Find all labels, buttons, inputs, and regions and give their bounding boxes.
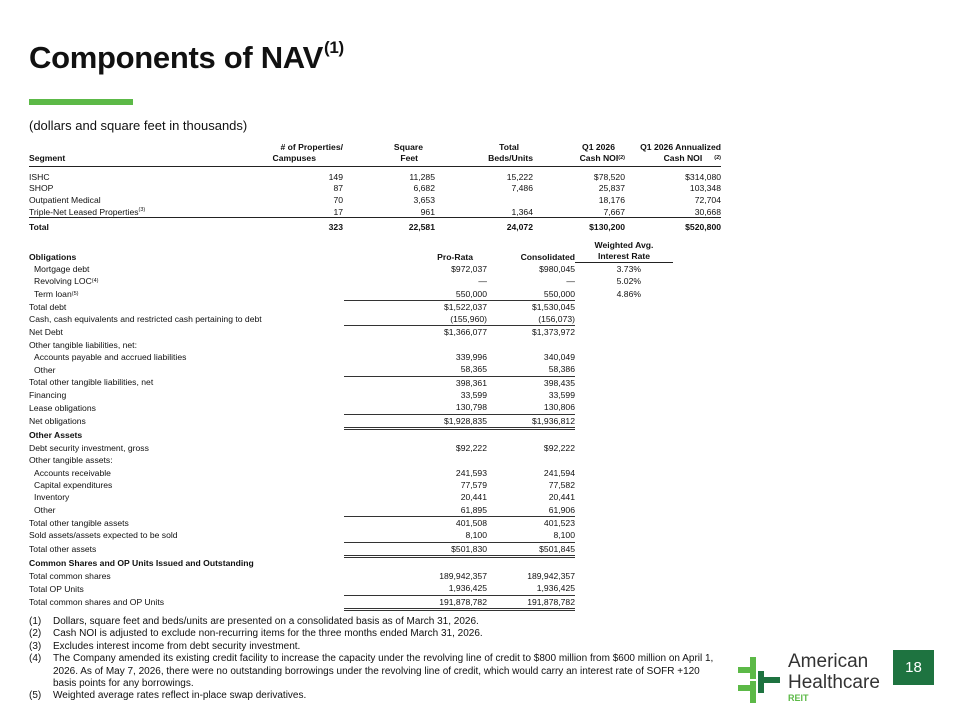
consolidated-value: 61,906	[487, 504, 575, 517]
row-label: Mortgage debt	[34, 263, 90, 274]
interest-rate-value	[575, 479, 673, 491]
pro-rata-value: 241,593	[455, 467, 487, 478]
total-square-feet: 22,581	[343, 218, 435, 235]
table-row	[29, 479, 673, 491]
total-label: Total	[29, 218, 229, 235]
segment-square-feet: 3,653	[413, 194, 435, 205]
table-row	[29, 300, 673, 313]
pro-rata-value: $1,366,077	[443, 327, 487, 338]
table-row	[29, 376, 673, 389]
table-row	[29, 206, 721, 218]
consolidated-value	[487, 454, 575, 466]
pro-rata-value: 339,996	[455, 352, 487, 363]
company-logo-text: American Healthcare	[788, 651, 880, 693]
consolidated-value: $92,222	[543, 443, 575, 454]
segment-properties: 149	[328, 171, 343, 182]
footnote	[29, 690, 719, 702]
table-row	[29, 570, 673, 582]
pro-rata-value	[344, 339, 487, 351]
pro-rata-value	[344, 454, 487, 466]
pro-rata-value: —	[478, 276, 487, 287]
pro-rata-value: 8,100	[344, 529, 487, 542]
footnote	[29, 616, 719, 628]
segment-name: ISHC	[29, 171, 50, 182]
pro-rata-value	[344, 428, 487, 442]
interest-rate-value	[575, 504, 673, 517]
interest-rate-value	[575, 428, 673, 442]
footnotes	[29, 616, 719, 703]
segment-name: Triple-Net Leased Properties$^{(3)}$	[29, 206, 146, 217]
segment-name: Outpatient Medical	[29, 194, 101, 205]
consolidated-value: 241,594	[543, 467, 575, 478]
interest-rate-value	[575, 542, 673, 556]
header-consolidated: Consolidated	[520, 251, 575, 262]
table-row	[29, 582, 673, 595]
row-label: Total other tangible liabilities, net	[29, 377, 154, 388]
segment-name: SHOP	[29, 183, 54, 194]
row-label: Other Assets	[29, 430, 83, 441]
units-note: (dollars and square feet in thousands)	[29, 118, 248, 133]
pro-rata-value: $972,037	[451, 263, 487, 274]
table-row	[29, 339, 673, 351]
table-row	[29, 516, 673, 529]
row-label: Total common shares and OP Units	[29, 597, 165, 608]
interest-rate-value	[575, 339, 673, 351]
pro-rata-value: $92,222	[455, 443, 487, 454]
header-interest-rate: Weighted Avg. Interest Rate	[575, 240, 673, 263]
interest-rate-value	[575, 363, 673, 376]
pro-rata-value	[344, 556, 487, 570]
segment-square-feet: 6,682	[413, 183, 435, 194]
table-row	[29, 454, 673, 466]
interest-rate-value	[575, 389, 673, 401]
interest-rate-value: 5.02%	[616, 276, 641, 287]
footnote	[29, 641, 719, 653]
header-pro-rata: Pro-Rata	[437, 251, 473, 262]
title-accent-bar	[29, 99, 133, 105]
interest-rate-value	[575, 454, 673, 466]
row-label: Financing	[29, 389, 67, 400]
table-row	[29, 401, 673, 414]
consolidated-value: 189,942,357	[527, 571, 575, 582]
segment-properties: 70	[333, 194, 343, 205]
footnote-key: (5)	[29, 690, 42, 702]
table-row	[29, 556, 673, 570]
interest-rate-value	[575, 516, 673, 529]
footnote-text: The Company amended its existing credit facility to increase the capacity under the revolving line of credit to $800 million from $600 million on April 1, 2026. As of May 7, 2026, there were no outstanding borrowings under the revolving line of credit, which would carry an interest rate of SOFR +120 basis points for any borrowings.	[53, 653, 714, 690]
table-row	[29, 414, 673, 428]
segment-properties: 87	[333, 183, 343, 194]
consolidated-value	[487, 339, 575, 351]
consolidated-value	[487, 428, 575, 442]
interest-rate-value: 4.86%	[616, 288, 641, 299]
pro-rata-value: 550,000	[344, 288, 487, 301]
row-label: Common Shares and OP Units Issued and Outstanding	[29, 558, 254, 569]
pro-rata-value: (155,960)	[344, 313, 487, 326]
interest-rate-value	[575, 442, 673, 454]
interest-rate-value	[575, 582, 673, 595]
row-label: Accounts receivable	[34, 467, 111, 478]
table-row	[29, 194, 721, 206]
table-row	[29, 351, 673, 363]
segment-properties: 17	[333, 206, 343, 217]
interest-rate-value	[575, 401, 673, 414]
row-label: Other tangible assets:	[29, 455, 113, 466]
pro-rata-value: 401,508	[455, 517, 487, 528]
company-logo-reit: REIT	[788, 693, 809, 703]
table-row	[29, 275, 673, 287]
header-obligations: Obligations	[29, 251, 77, 262]
row-label: Net obligations	[29, 416, 86, 427]
table-row	[29, 167, 721, 183]
row-label: Inventory	[34, 492, 70, 503]
pro-rata-value: 77,579	[460, 480, 487, 491]
consolidated-value: 398,435	[543, 377, 575, 388]
segment-cash-noi: 7,667	[603, 206, 625, 217]
consolidated-value: 8,100	[487, 529, 575, 542]
header-annualized-noi: Q1 2026 Annualized Cash NOI $^{(2)}$	[640, 142, 721, 163]
interest-rate-value	[575, 491, 673, 503]
interest-rate-value	[575, 467, 673, 479]
table-row	[29, 288, 673, 301]
consolidated-value: 340,049	[543, 352, 575, 363]
row-label: Sold assets/assets expected to be sold	[29, 530, 178, 541]
footnote-text: Dollars, square feet and beds/units are presented on a consolidated basis as of March 31, 2026.	[53, 616, 479, 627]
table-row	[29, 595, 673, 609]
consolidated-value: (156,073)	[487, 313, 575, 326]
page-title: Components of NAV$^{(1)}$	[29, 38, 344, 75]
footnote	[29, 653, 719, 690]
segment-table-header	[29, 142, 721, 167]
consolidated-value: $1,936,812	[487, 414, 575, 428]
segment-square-feet: 961	[420, 206, 435, 217]
total-beds-units: 24,072	[435, 218, 533, 235]
table-row	[29, 491, 673, 503]
interest-rate-value	[575, 570, 673, 582]
consolidated-value: $501,845	[487, 542, 575, 556]
table-row	[29, 313, 673, 326]
interest-rate-value	[575, 414, 673, 428]
pro-rata-value: 58,365	[344, 363, 487, 376]
pro-rata-value: 191,878,782	[344, 595, 487, 609]
pro-rata-value: $501,830	[344, 542, 487, 556]
consolidated-value: 401,523	[543, 517, 575, 528]
footnote-text: Weighted average rates reflect in-place swap derivatives.	[53, 690, 307, 702]
row-label: Total other tangible assets	[29, 517, 129, 528]
segment-annualized-noi: $314,080	[685, 171, 721, 182]
header-properties: # of Properties/ Campuses	[272, 142, 343, 163]
row-label: Other tangible liabilities, net:	[29, 339, 137, 350]
row-label: Other	[34, 504, 56, 515]
segment-beds-units: 15,222	[506, 171, 533, 182]
total-annualized-noi: $520,800	[625, 218, 721, 235]
row-label: Accounts payable and accrued liabilities	[34, 352, 187, 363]
consolidated-value: $980,045	[539, 263, 575, 274]
consolidated-value: 191,878,782	[487, 595, 575, 609]
footnote-text: Excludes interest income from debt security investment.	[53, 640, 301, 652]
table-row	[29, 467, 673, 479]
header-cash-noi: Q1 2026 Cash NOI$^{(2)}$	[579, 142, 625, 163]
obligations-table	[29, 240, 673, 611]
segment-beds-units: 1,364	[511, 206, 533, 217]
pro-rata-value: $1,928,835	[344, 414, 487, 428]
segment-cash-noi: 25,837	[598, 183, 625, 194]
table-row	[29, 504, 673, 517]
consolidated-value: 20,441	[548, 492, 575, 503]
row-label: Revolving LOC$^{(4)}$	[34, 276, 99, 287]
row-label: Debt security investment, gross	[29, 443, 149, 454]
table-row	[29, 529, 673, 542]
table-row	[29, 542, 673, 556]
interest-rate-value	[575, 529, 673, 542]
segment-annualized-noi: 72,704	[694, 194, 721, 205]
consolidated-value: 130,806	[487, 401, 575, 414]
segment-square-feet: 11,285	[409, 171, 435, 182]
footnote-key: (1)	[29, 616, 42, 627]
total-cash-noi: $130,200	[533, 218, 625, 235]
table-row	[29, 389, 673, 401]
interest-rate-value	[575, 351, 673, 363]
footnote-key: (2)	[29, 628, 42, 640]
table-row	[29, 442, 673, 454]
footnote	[29, 628, 719, 640]
consolidated-value: 58,386	[487, 363, 575, 376]
pro-rata-value: 398,361	[455, 377, 487, 388]
segment-annualized-noi: 103,348	[689, 183, 721, 194]
table-row	[29, 183, 721, 195]
consolidated-value: $1,373,972	[531, 327, 575, 338]
segment-table	[29, 142, 721, 234]
consolidated-value: 1,936,425	[487, 582, 575, 595]
interest-rate-value	[575, 595, 673, 609]
table-row	[29, 428, 673, 442]
row-label: Total debt	[29, 301, 67, 312]
header-segment: Segment	[29, 153, 66, 163]
row-label: Total common shares	[29, 571, 111, 582]
total-properties: 323	[229, 218, 343, 235]
pro-rata-value: 61,895	[344, 504, 487, 517]
row-label: Other	[34, 364, 56, 375]
row-label: Total other assets	[29, 544, 97, 555]
pro-rata-value: 1,936,425	[344, 582, 487, 595]
consolidated-value: —	[566, 276, 575, 287]
header-square-feet: Square Feet	[393, 142, 423, 163]
segment-beds-units	[435, 194, 533, 206]
segment-cash-noi: $78,520	[593, 171, 625, 182]
consolidated-value	[487, 556, 575, 570]
footnote-key: (4)	[29, 653, 42, 665]
pro-rata-value: 130,798	[344, 401, 487, 414]
segment-total-row	[29, 218, 721, 235]
consolidated-value: 550,000	[487, 288, 575, 301]
interest-rate-value	[575, 300, 673, 313]
row-label: Net Debt	[29, 327, 63, 338]
segment-annualized-noi: 30,668	[694, 206, 721, 217]
consolidated-value: 77,582	[548, 480, 575, 491]
pro-rata-value: 20,441	[460, 492, 487, 503]
interest-rate-value	[575, 556, 673, 570]
interest-rate-value	[575, 376, 673, 389]
interest-rate-value	[575, 326, 673, 339]
interest-rate-value: 3.73%	[616, 264, 641, 274]
pro-rata-value: 33,599	[460, 389, 487, 400]
segment-cash-noi: 18,176	[598, 194, 625, 205]
title-footnote-ref: (1)	[323, 38, 344, 57]
consolidated-value: $1,530,045	[531, 301, 575, 312]
table-row	[29, 363, 673, 376]
row-label: Total OP Units	[29, 583, 84, 594]
table-row	[29, 263, 673, 276]
footnote-text: Cash NOI is adjusted to exclude non-recurring items for the three months ended March 31, 2026.	[53, 628, 483, 640]
segment-beds-units: 7,486	[511, 183, 533, 194]
interest-rate-value	[575, 313, 673, 326]
header-beds-units: Total Beds/Units	[488, 142, 533, 163]
consolidated-value: 33,599	[548, 389, 575, 400]
footnote-key: (3)	[29, 640, 42, 652]
row-label: Cash, cash equivalents and restricted cash pertaining to debt	[29, 314, 262, 325]
pro-rata-value: $1,522,037	[443, 301, 487, 312]
page-number: 18	[893, 650, 934, 685]
pro-rata-value: 189,942,357	[439, 571, 487, 582]
obligations-table-header	[29, 240, 673, 263]
table-row	[29, 326, 673, 339]
row-label: Capital expenditures	[34, 480, 113, 491]
row-label: Term loan$^{(5)}$	[34, 288, 79, 299]
row-label: Lease obligations	[29, 402, 96, 413]
